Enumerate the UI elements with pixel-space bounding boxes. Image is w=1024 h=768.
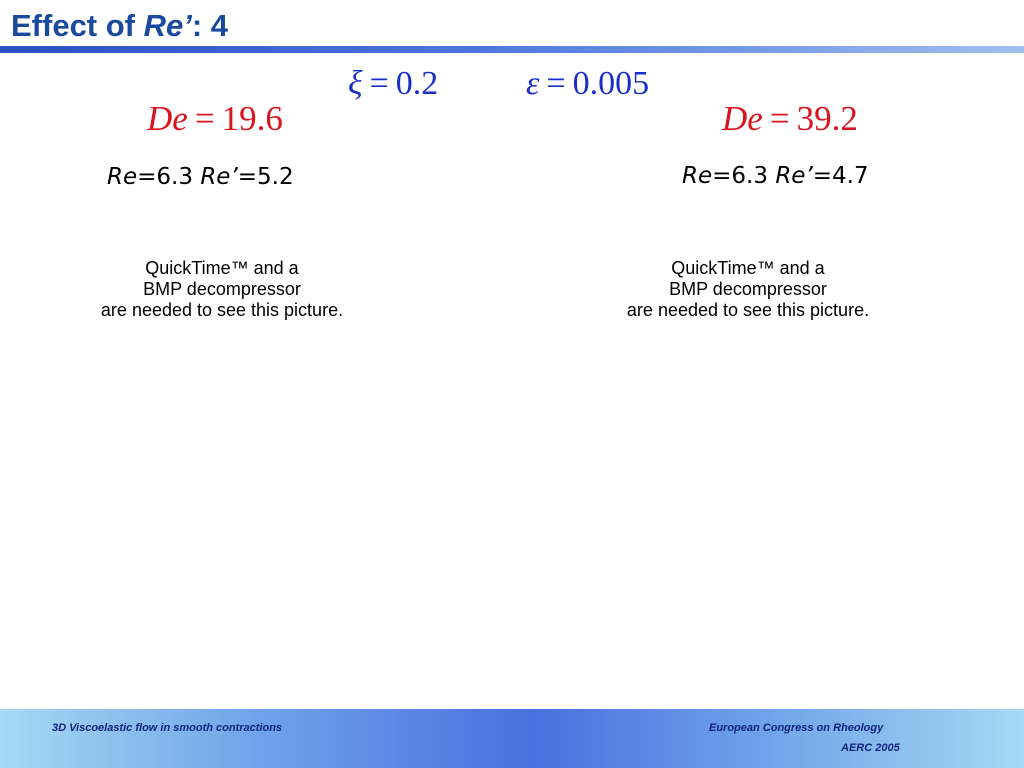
title-underline-bar <box>0 46 1024 53</box>
de-label-left <box>147 101 283 136</box>
footer-year-text: AERC 2005 <box>841 742 900 754</box>
re-line-right <box>682 165 869 188</box>
title-italic: Re’ <box>143 8 192 43</box>
de-symbol-right: De <box>722 99 763 138</box>
re-prime-value-left: =5.2 <box>237 164 294 190</box>
xi-value: 0.2 <box>395 65 439 102</box>
epsilon-value: 0.005 <box>572 65 650 102</box>
de-value-right: 39.2 <box>796 99 858 138</box>
placeholder-line-1: QuickTime™ and a <box>671 258 825 278</box>
re-prime-label-right: Re’ <box>775 163 813 189</box>
slide-title <box>11 6 228 46</box>
re-prime-value-right: =4.7 <box>812 163 869 189</box>
re-line-left <box>107 166 294 189</box>
de-symbol-left: De <box>147 99 188 138</box>
placeholder-line-3: are needed to see this picture. <box>626 300 870 320</box>
title-suffix: : 4 <box>191 8 229 43</box>
re-value-right: =6.3 <box>712 163 776 189</box>
placeholder-line-3: are needed to see this picture. <box>100 300 344 320</box>
re-label-left: Re <box>107 164 138 190</box>
title-prefix: Effect of <box>11 8 144 43</box>
footer-left-text: 3D Viscoelastic flow in smooth contractions <box>52 722 283 734</box>
xi-symbol: ξ <box>348 65 363 102</box>
re-value-left: =6.3 <box>137 164 201 190</box>
de-value-left: 19.6 <box>221 99 283 138</box>
epsilon-symbol: ε <box>526 65 540 102</box>
epsilon-equals: = <box>546 65 566 102</box>
footer-conference-text: European Congress on Rheology <box>709 722 884 734</box>
re-label-right: Re <box>682 163 713 189</box>
xi-equals: = <box>369 65 389 102</box>
epsilon-parameter <box>526 67 649 101</box>
placeholder-line-1: QuickTime™ and a <box>145 258 299 278</box>
re-prime-label-left: Re’ <box>200 164 238 190</box>
footer-bar <box>0 709 1024 768</box>
quicktime-placeholder-right <box>583 258 913 321</box>
de-equals-right: = <box>769 99 790 138</box>
placeholder-line-2: BMP decompressor <box>143 279 301 299</box>
placeholder-line-2: BMP decompressor <box>669 279 827 299</box>
de-equals-left: = <box>194 99 215 138</box>
quicktime-placeholder-left <box>57 258 387 321</box>
xi-parameter <box>348 67 438 101</box>
de-label-right <box>722 101 858 136</box>
